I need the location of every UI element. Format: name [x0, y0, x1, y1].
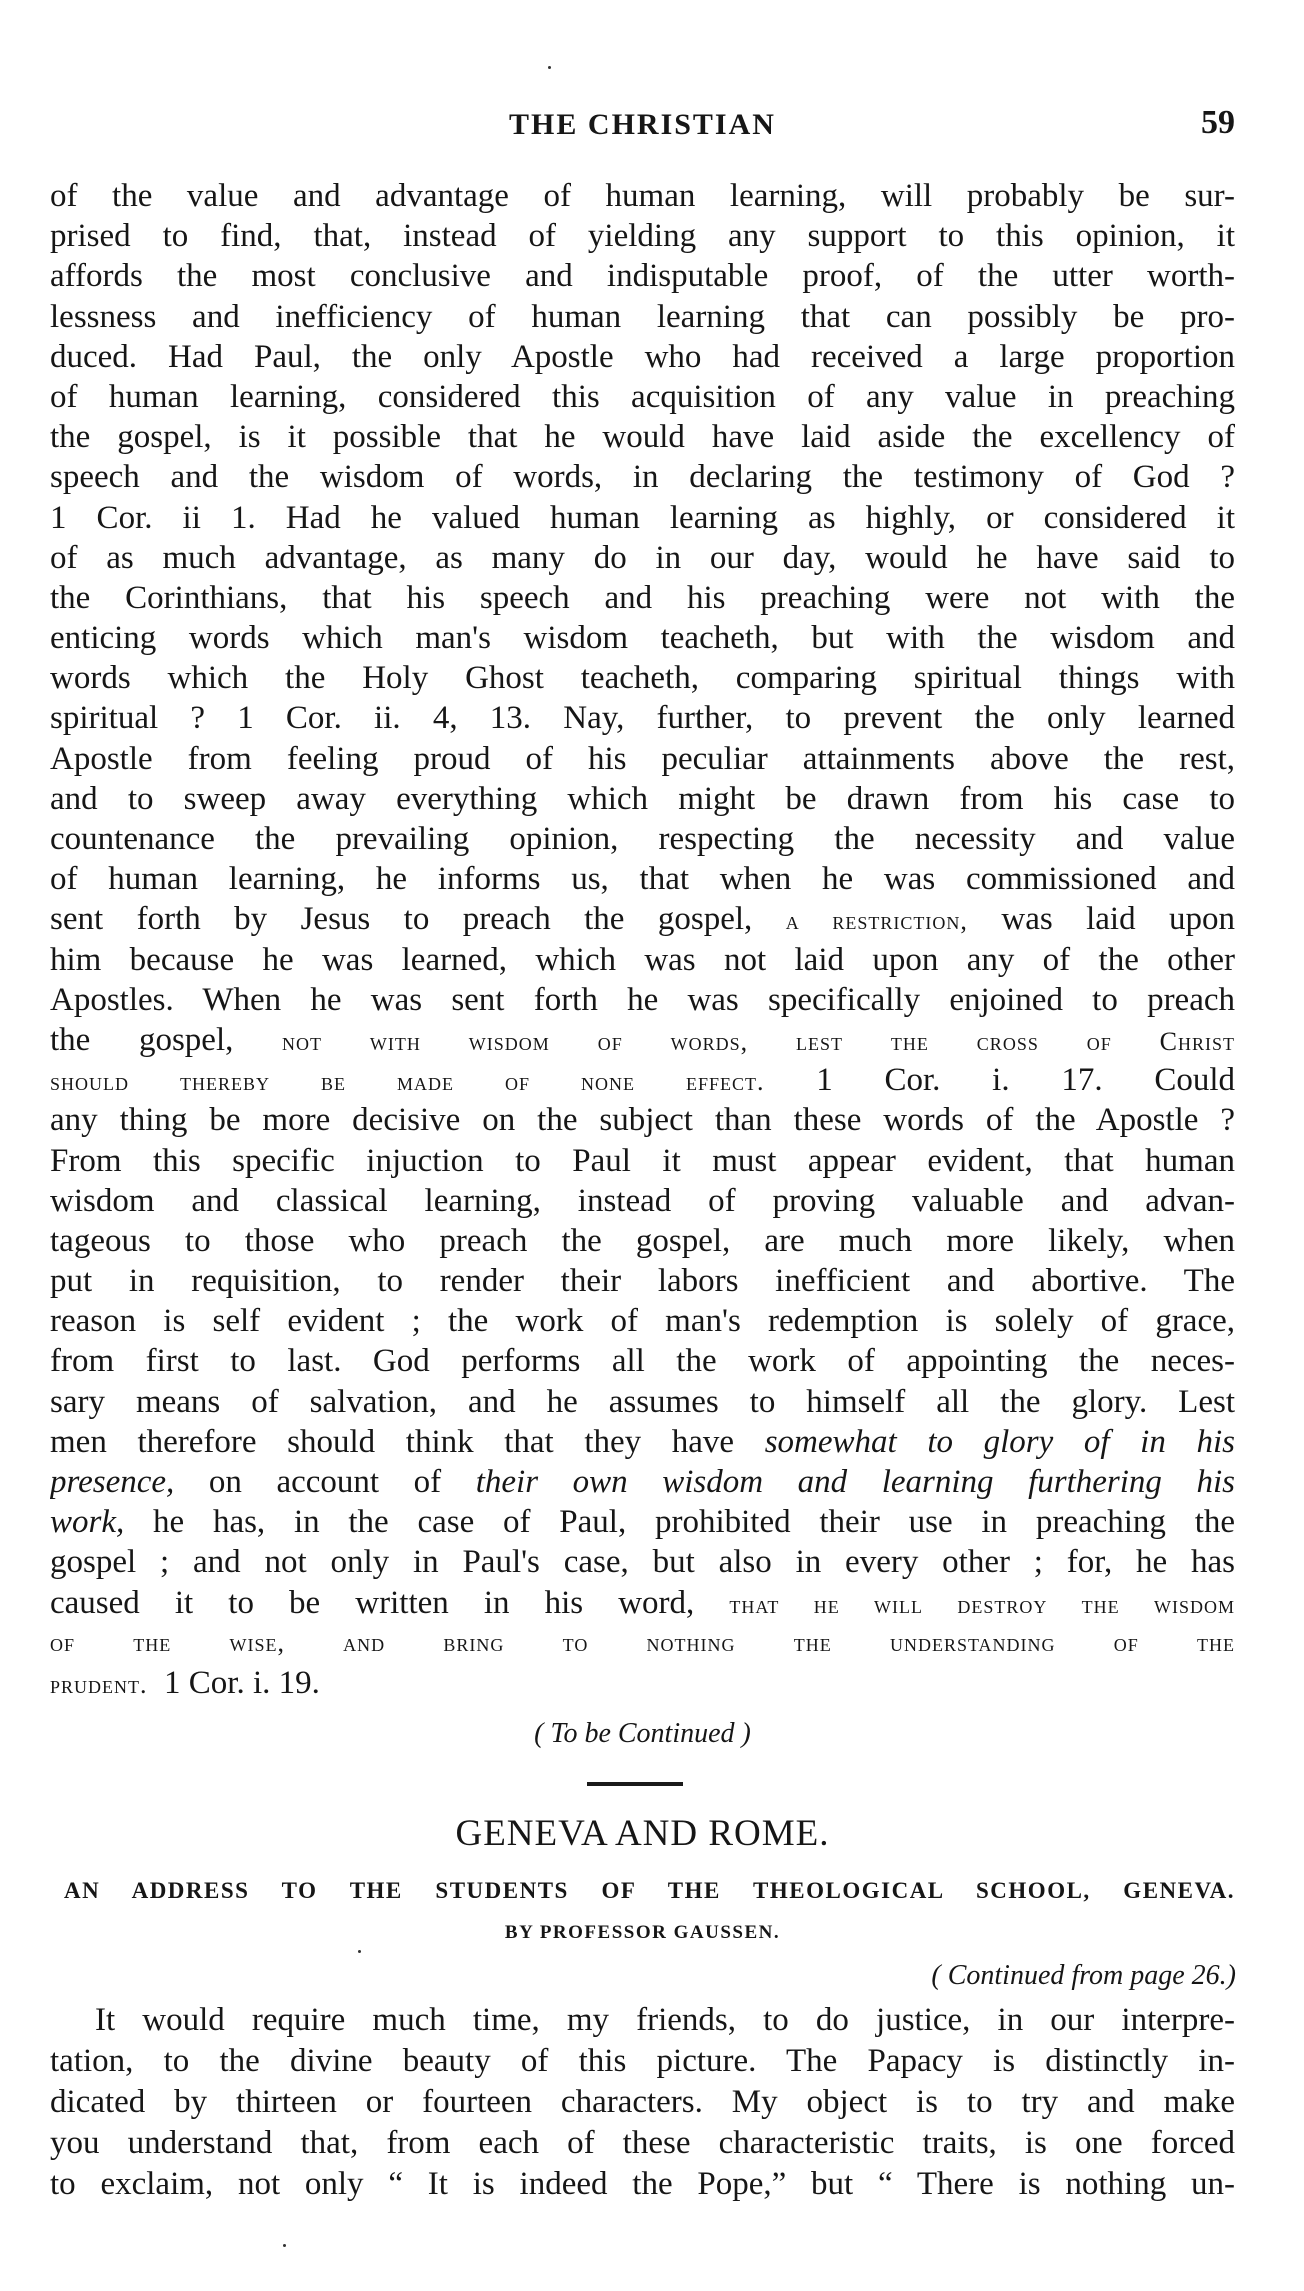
text-run: caused it to be written in his word,: [50, 1584, 695, 1621]
section-body: [50, 2000, 1235, 2205]
text-line: you understand that, from each of these characteristic traits, is one forced: [50, 2125, 1235, 2161]
text-line: to exclaim, not only “ It is indeed the Pope,” but “ There is nothing un-: [50, 2166, 1235, 2202]
text-line: put in requisition, to render their labors inefficient and abortive. The: [50, 1263, 1235, 1300]
text-line: [50, 899, 1235, 939]
text-line: words which the Holy Ghost teacheth, comparing spiritual things with: [50, 660, 1235, 697]
text-line: [50, 1422, 1235, 1462]
italic-run: work,: [50, 1504, 125, 1541]
text-run: 1 Cor. i. 19.: [164, 1664, 320, 1701]
text-line: [50, 1502, 1235, 1542]
running-title: THE CHRISTIAN: [509, 108, 776, 141]
text-line: the gospel, is it possible that he would have laid aside the excellency of: [50, 419, 1235, 456]
small-caps-run: not with wisdom of words, lest the cross of Christ: [282, 1026, 1235, 1056]
text-line: Apostles. When he was sent forth he was specifically enjoined to preach: [50, 981, 1235, 1018]
text-line: of as much advantage, as many do in our day, would he have said to: [50, 539, 1235, 576]
section-divider: [587, 1782, 683, 1786]
to-be-continued-note: ( To be Continued ): [534, 1718, 751, 1749]
small-caps-run: should thereby be made of none effect.: [50, 1067, 765, 1097]
text-line: of the value and advantage of human learning, will probably be sur-: [50, 178, 1235, 214]
scan-speck: [283, 2244, 286, 2247]
text-line: sary means of salvation, and he assumes to himself all the glory. Lest: [50, 1383, 1235, 1420]
section-title: GENEVA AND ROME.: [455, 1813, 830, 1854]
italic-run: their own wisdom and learning furthering his: [475, 1464, 1235, 1500]
article-body: [50, 176, 1235, 1703]
section-byline: BY PROFESSOR GAUSSEN.: [504, 1922, 781, 1943]
text-line: affords the most conclusive and indisputable proof, of the utter worth-: [50, 258, 1235, 295]
text-line: prised to find, that, instead of yielding any support to this opinion, it: [50, 218, 1235, 255]
text-line: Apostle from feeling proud of his peculiar attainments above the rest,: [50, 740, 1235, 777]
text-line: gospel ; and not only in Paul's case, but also in every other ; for, he has: [50, 1544, 1235, 1581]
text-run: sent forth by Jesus to preach the gospel,: [50, 901, 753, 938]
text-line: from first to last. God performs all the work of appointing the neces-: [50, 1343, 1235, 1380]
text-line: reason is self evident ; the work of man's redemption is solely of grace,: [50, 1303, 1235, 1340]
text-line: lessness and inefficiency of human learning that can possibly be pro-: [50, 298, 1235, 335]
text-line: [50, 1020, 1235, 1060]
text-line: of human learning, considered this acquisition of any value in preaching: [50, 378, 1235, 415]
text-run: was laid upon: [1001, 901, 1235, 938]
page-number: 59: [1201, 104, 1235, 141]
text-run: men therefore should think that they have: [50, 1423, 735, 1460]
text-line: the Corinthians, that his speech and his preaching were not with the: [50, 579, 1235, 616]
small-caps-run: a restriction,: [785, 906, 968, 936]
text-run: 1 Cor. i. 17. Could: [816, 1062, 1235, 1099]
text-run: on account of: [208, 1464, 442, 1500]
text-line: From this specific injuction to Paul it must appear evident, that human: [50, 1142, 1235, 1179]
text-line: 1 Cor. ii 1. Had he valued human learning as highly, or considered it: [50, 499, 1235, 536]
text-line: dicated by thirteen or fourteen characters. My object is to try and make: [50, 2084, 1235, 2120]
text-line: and to sweep away everything which might be drawn from his case to: [50, 780, 1235, 817]
text-line: wisdom and classical learning, instead of proving valuable and advan-: [50, 1182, 1235, 1219]
scan-speck: [358, 1950, 361, 1953]
text-line: duced. Had Paul, the only Apostle who had received a large proportion: [50, 338, 1235, 375]
text-line: enticing words which man's wisdom teacheth, but with the wisdom and: [50, 620, 1235, 657]
text-line: [50, 1583, 1235, 1623]
text-line: [50, 1663, 1235, 1703]
small-caps-run: that he will destroy the wisdom: [729, 1589, 1235, 1619]
italic-run: presence,: [50, 1464, 175, 1500]
text-line: tageous to those who preach the gospel, are much more likely, when: [50, 1222, 1235, 1259]
text-line: him because he was learned, which was not laid upon any of the other: [50, 941, 1235, 978]
small-caps-run: prudent.: [50, 1669, 148, 1699]
page-header: [50, 104, 1235, 148]
continued-from-note: ( Continued from page 26.): [931, 1960, 1236, 1991]
text-line: It would require much time, my friends, to do justice, in our interpre-: [95, 2002, 1235, 2038]
text-line: speech and the wisdom of words, in declaring the testimony of God ?: [50, 459, 1235, 496]
scan-speck: [548, 66, 551, 69]
text-line: of human learning, he informs us, that when he was commissioned and: [50, 861, 1235, 898]
text-line: spiritual ? 1 Cor. ii. 4, 13. Nay, further, to prevent the only learned: [50, 700, 1235, 737]
text-run: he has, in the case of Paul, prohibited their use in preaching the: [153, 1504, 1235, 1541]
text-run: the gospel,: [50, 1021, 234, 1058]
section-subtitle: AN ADDRESS TO THE STUDENTS OF THE THEOLOGICAL SCHOOL, GENEVA.: [64, 1878, 1235, 1903]
text-line: countenance the prevailing opinion, respecting the necessity and value: [50, 821, 1235, 857]
text-line: tation, to the divine beauty of this picture. The Papacy is distinctly in-: [50, 2043, 1235, 2079]
text-line: [50, 1060, 1235, 1100]
text-line: any thing be more decisive on the subject than these words of the Apostle ?: [50, 1102, 1235, 1139]
text-line: of the wise, and bring to nothing the understanding of the: [50, 1627, 1235, 1657]
italic-run: somewhat to glory of in his: [764, 1423, 1235, 1460]
text-line: [50, 1462, 1235, 1502]
